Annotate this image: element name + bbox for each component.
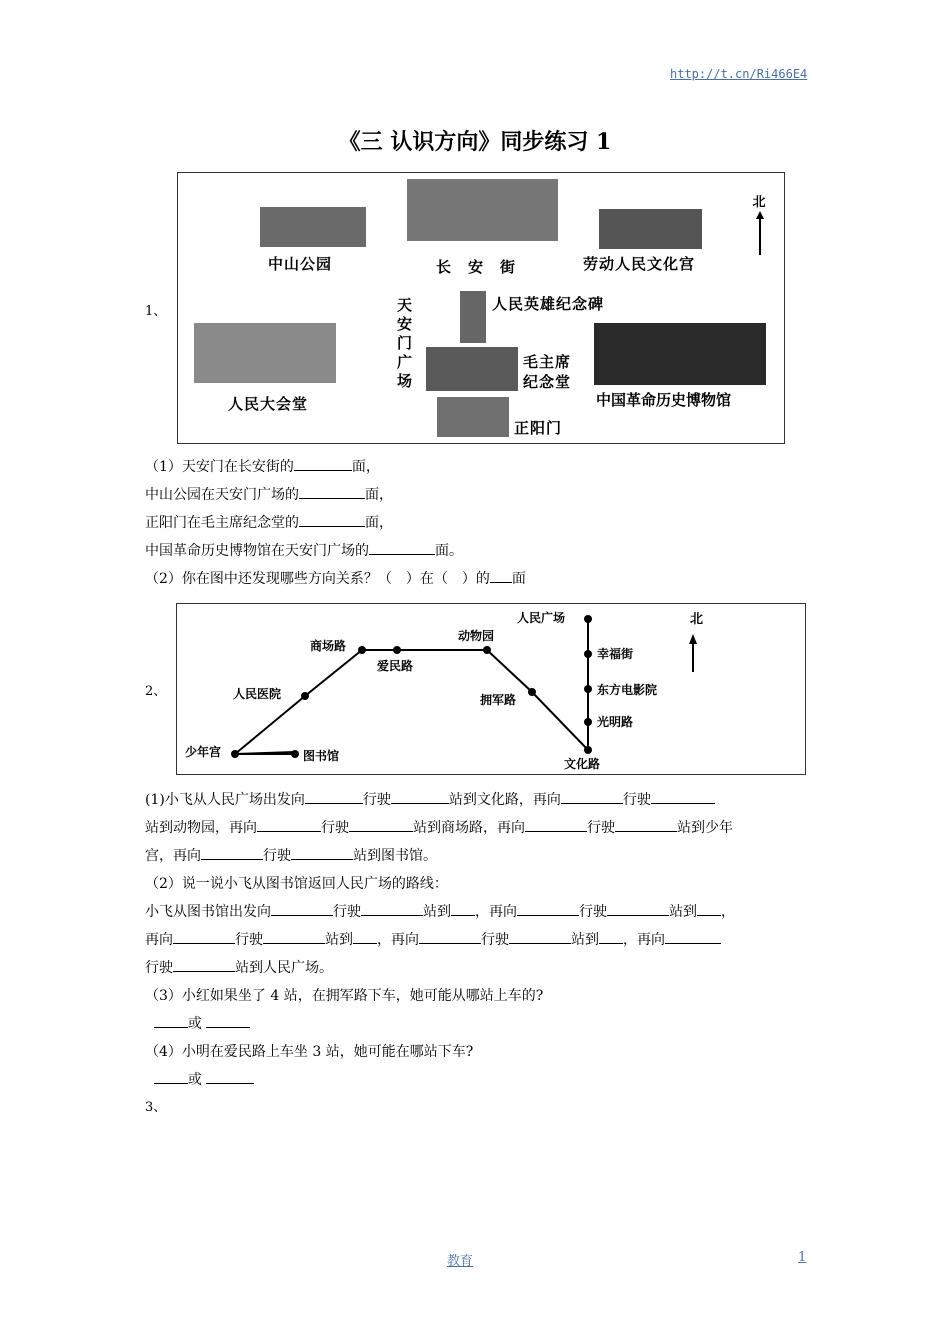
tiananmen-char-5: 场 [397,372,414,390]
blank[interactable] [525,817,587,832]
label-mausoleum-1: 毛主席 [523,353,572,371]
label-laodong-palace: 劳动人民文化宫 [583,255,696,273]
blank[interactable] [305,789,363,804]
blank[interactable] [607,901,669,916]
station-dot-dongwuyuan [483,646,491,654]
blank[interactable] [206,1013,250,1028]
label-tushuguan: 图书馆 [303,749,340,763]
station-dot-xingfu [584,650,592,658]
blank[interactable] [349,817,413,832]
label-zhongshan-park: 中山公园 [268,255,333,273]
blank[interactable] [361,901,423,916]
label-changan-street: 长 安 街 [436,258,517,276]
blank[interactable] [173,929,235,944]
blank[interactable] [206,1069,254,1084]
blank[interactable] [294,456,352,471]
station-dot-tushuguan [291,750,299,758]
q2-p2-line-3 [145,954,810,982]
blank[interactable] [490,568,512,583]
text-or: 或 [187,1072,202,1088]
label-dongfang: 东方电影院 [597,683,658,697]
question-3-number: 3、 [145,1100,167,1115]
laodong-palace-photo [599,209,702,249]
blank[interactable] [257,817,321,832]
q1-line-1-post: 面， [351,459,380,475]
blank[interactable] [154,1013,188,1028]
route-stations [231,615,592,758]
text: ，再向 [623,932,665,948]
text: 行驶 [321,820,349,836]
text: 小飞从图书馆出发向 [145,904,271,920]
q1-line-4-post: 面。 [435,543,463,559]
q2-part-1 [145,786,810,1094]
footer-center-link[interactable]: 教育 [447,1254,474,1269]
text: 宫，再向 [145,848,201,864]
q1-line-2-post: 面， [365,487,393,503]
blank[interactable] [271,901,333,916]
label-yongjun: 拥军路 [480,693,517,707]
header-url[interactable]: http://t.cn/Ri466E4 [670,67,808,81]
north-arrow-shaft [759,217,761,255]
tiananmen-char-4: 广 [397,353,414,371]
text: 站到少年 [677,820,733,836]
station-dot-dongfang [584,685,592,693]
station-dot-guangming [584,718,592,726]
q1-part-2-tail: 面 [511,571,526,587]
blank[interactable] [154,1069,188,1084]
label-museum: 中国革命历史博物馆 [596,391,732,409]
blank[interactable] [561,789,623,804]
text: 行驶 [587,820,615,836]
blank[interactable] [173,957,235,972]
blank[interactable] [299,484,365,499]
route-main-line [235,619,588,754]
blank[interactable] [369,540,435,555]
great-hall-photo [194,323,336,383]
page-number: 1 [798,1250,807,1265]
text: (1)小飞从人民广场出发向 [145,792,305,808]
tiananmen-char-2: 安 [397,315,414,333]
q1-line-3-post: 面， [365,515,393,531]
text: 站到文化路，再向 [448,792,561,808]
blank[interactable] [599,929,623,944]
blank[interactable] [391,789,449,804]
museum-photo [594,323,766,385]
text: 行驶 [333,904,361,920]
text: 行驶 [622,792,651,808]
q1-part-2-question: （2）你在图中还发现哪些方向关系？（ ）在（ ）的 [145,571,490,587]
label-great-hall: 人民大会堂 [228,395,309,413]
label-wenhua: 文化路 [564,757,601,771]
q2-p2-title: （2）说一说小飞从图书馆返回人民广场的路线： [145,876,448,892]
q2-p3-question: （3）小红如果坐了 4 站，在拥军路下车，她可能从哪站上车的? [145,988,544,1004]
text: 行驶 [235,932,263,948]
q2-p1-line-2 [145,814,810,842]
text: ， [721,904,735,920]
text: 行驶 [263,848,291,864]
q1-line-3-pre: 正阳门在毛主席纪念堂的 [145,515,299,531]
text: ，再向 [475,904,517,920]
blank[interactable] [419,929,481,944]
blank[interactable] [517,901,579,916]
tiananmen-map-figure [177,172,785,444]
label-xingfu: 幸福街 [597,647,634,661]
label-renmin-guangchang: 人民广场 [517,611,566,625]
q1-line-4 [145,537,810,565]
text: 行驶 [145,960,173,976]
label-zhengyang-gate: 正阳门 [514,419,563,437]
q1-answer-lines [145,453,810,593]
text: 站到 [325,932,353,948]
q1-line-1-pre: （1）天安门在长安街的 [145,459,294,475]
q2-p1-line-3 [145,842,810,870]
page-title: 《三 认识方向》同步练习 1 [338,129,612,155]
label-shangchang: 商场路 [310,639,347,653]
text: 站到 [571,932,599,948]
text: ，再向 [377,932,419,948]
blank[interactable] [353,929,377,944]
station-dot-wenhua [584,746,592,754]
text: 站到图书馆。 [353,848,437,864]
q2-p4-answer [145,1066,810,1094]
bus-route-figure [176,603,806,775]
label-yiyuan: 人民医院 [233,687,282,701]
question-1-number: 1、 [145,304,167,319]
label-aimin: 爱民路 [377,659,414,673]
blank[interactable] [263,929,325,944]
text: 站到动物园，再向 [145,820,257,836]
blank[interactable] [665,929,721,944]
q2-p3-answer [145,1010,810,1038]
zhongshan-park-photo [260,207,366,247]
label-dongwuyuan: 动物园 [458,629,495,643]
label-tiananmen-square [397,296,415,391]
changan-street-photo [407,179,558,241]
route-lines [235,619,588,754]
station-dot-shaonian [231,750,239,758]
mausoleum-photo [426,347,518,391]
q1-part-2 [145,565,810,593]
station-dot-aimin [393,646,401,654]
text: 站到商场路，再向 [413,820,525,836]
q1-line-2-pre: 中山公园在天安门广场的 [145,487,299,503]
label-mausoleum-2: 纪念堂 [523,373,572,391]
label-shaonian: 少年宫 [185,745,222,759]
blank[interactable] [291,845,353,860]
text: 站到 [669,904,697,920]
q1-line-4-pre: 中国革命历史博物馆在天安门广场的 [145,543,369,559]
blank[interactable] [615,817,677,832]
tiananmen-char-1: 天 [397,296,414,314]
north-label-2: 北 [690,612,704,627]
text: 站到人民广场。 [235,960,333,976]
q2-p1-line-1 [145,786,810,814]
label-guangming: 光明路 [597,715,634,729]
q2-p4-question: （4）小明在爱民路上车坐 3 站，她可能在哪站下车? [145,1044,474,1060]
text: 再向 [145,932,173,948]
blank[interactable] [651,789,715,804]
blank[interactable] [509,929,571,944]
station-dot-yiyuan [301,692,309,700]
blank[interactable] [201,845,263,860]
text: 行驶 [579,904,607,920]
q2-p2-line-1 [145,898,810,926]
text: 行驶 [481,932,509,948]
question-2-number: 2、 [145,684,167,699]
monument-photo [460,291,486,343]
station-dot-renmin-guangchang [584,615,592,623]
q2-p2-line-2 [145,926,810,954]
zhengyang-gate-photo [437,397,509,437]
label-monument: 人民英雄纪念碑 [492,295,605,313]
station-dot-yongjun [528,688,536,696]
text: 行驶 [362,792,391,808]
blank[interactable] [451,901,475,916]
tiananmen-char-3: 门 [397,334,414,352]
north-label: 北 [752,195,766,210]
q1-line-2 [145,481,810,509]
q1-line-3 [145,509,810,537]
station-dot-shangchang [358,646,366,654]
text-or: 或 [187,1016,202,1032]
blank[interactable] [299,512,365,527]
q1-line-1 [145,453,810,481]
bus-route-map [177,604,805,774]
text: 站到 [423,904,451,920]
blank[interactable] [697,901,721,916]
